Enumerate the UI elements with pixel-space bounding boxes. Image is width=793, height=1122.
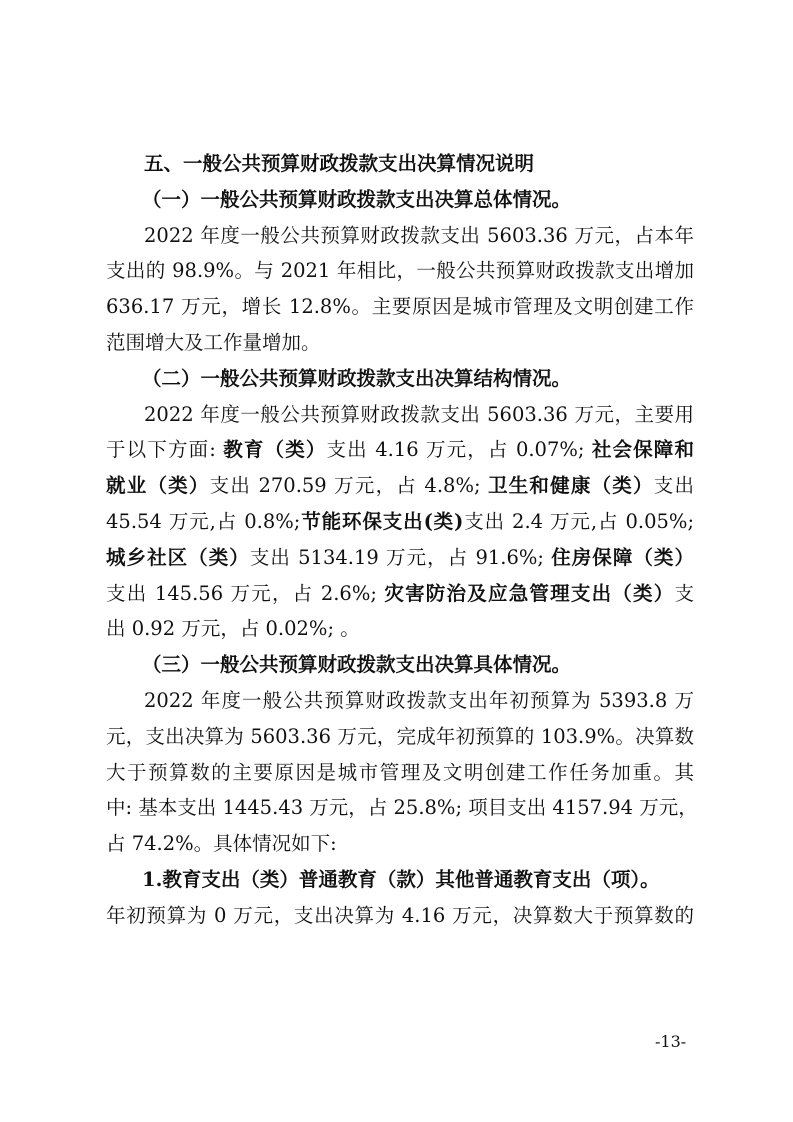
sub3-line-4: 中: 基本支出 1445.43 万元，占 25.8%; 项目支出 4157.94 万元， [106, 796, 698, 820]
sub2-line-7: 出 0.92 万元，占 0.02%; 。 [106, 617, 360, 641]
sub2-line-4 [106, 504, 694, 540]
sub1-line-1: 2022 年度一般公共预算财政拨款支出 5603.36 万元，占本年 [144, 223, 694, 247]
subsection-1-title: （一）一般公共预算财政拨款支出决算总体情况。 [142, 187, 572, 211]
item-1-title: 1.教育支出（类）普通教育（款）其他普通教育支出（项）。 [142, 867, 660, 891]
category-health: 卫生和健康（类） [487, 474, 654, 498]
category-urban-community: 城乡社区（类） [106, 545, 250, 569]
sub2-line-6 [106, 576, 694, 612]
category-disaster-prevention: 灾害防治及应急管理支出（类） [384, 581, 675, 605]
category-employment: 就业（类） [106, 474, 210, 498]
section-title: 五、一般公共预算财政拨款支出决算情况说明 [144, 152, 535, 175]
sub3-line-3: 大于预算数的主要原因是城市管理及文明创建工作任务加重。其 [106, 760, 694, 784]
sub2-line-2-a: 于以下方面: [106, 438, 224, 462]
sub2-line-5-b: 支出 5134.19 万元，占 91.6%; [249, 545, 552, 569]
sub2-line-2 [106, 432, 694, 468]
category-education: 教育（类） [223, 438, 327, 462]
sub2-line-1: 2022 年度一般公共预算财政拨款支出 5603.36 万元，主要用 [144, 402, 694, 426]
subsection-3-title: （三）一般公共预算财政拨款支出决算具体情况。 [142, 653, 572, 677]
sub1-line-3: 636.17 万元，增长 12.8%。主要原因是城市管理及文明创建工作 [106, 295, 694, 319]
sub2-line-4-a: 45.54 万元,占 0.8%; [106, 509, 301, 533]
subsection-2-title: （二）一般公共预算财政拨款支出决算结构情况。 [142, 366, 572, 390]
sub1-line-4: 范围增大及工作量增加。 [106, 330, 321, 354]
sub3-line-2: 元，支出决算为 5603.36 万元，完成年初预算的 103.9%。决算数 [106, 724, 694, 748]
sub2-line-3 [106, 468, 694, 504]
sub3-line-1: 2022 年度一般公共预算财政拨款支出年初预算为 5393.8 万 [144, 688, 694, 712]
category-housing: 住房保障（类） [551, 545, 694, 569]
document-page [106, 146, 698, 934]
item-1-line-2: 年初预算为 0 万元，支出决算为 4.16 万元，决算数大于预算数的 [106, 903, 694, 927]
category-energy-environment: 节能环保支出(类) [300, 509, 464, 533]
sub3-line-5: 占 74.2%。具体情况如下: [106, 832, 337, 856]
category-social-security: 社会保障和 [591, 438, 694, 462]
sub2-line-4-c: 支出 2.4 万元,占 0.05%; [463, 509, 695, 533]
page-number: -13- [655, 1032, 687, 1051]
sub2-line-2-c: 支出 4.16 万元，占 0.07%; [326, 438, 592, 462]
sub2-line-3-b: 支出 270.59 万元，占 4.8%; [209, 474, 488, 498]
sub2-line-5 [106, 540, 694, 576]
sub2-line-6-c: 支 [674, 581, 694, 605]
sub1-line-2: 支出的 98.9%。与 2021 年相比，一般公共预算财政拨款支出增加 [106, 259, 694, 283]
sub2-line-6-a: 支出 145.56 万元，占 2.6%; [106, 581, 385, 605]
sub2-line-3-d: 支出 [653, 474, 694, 498]
